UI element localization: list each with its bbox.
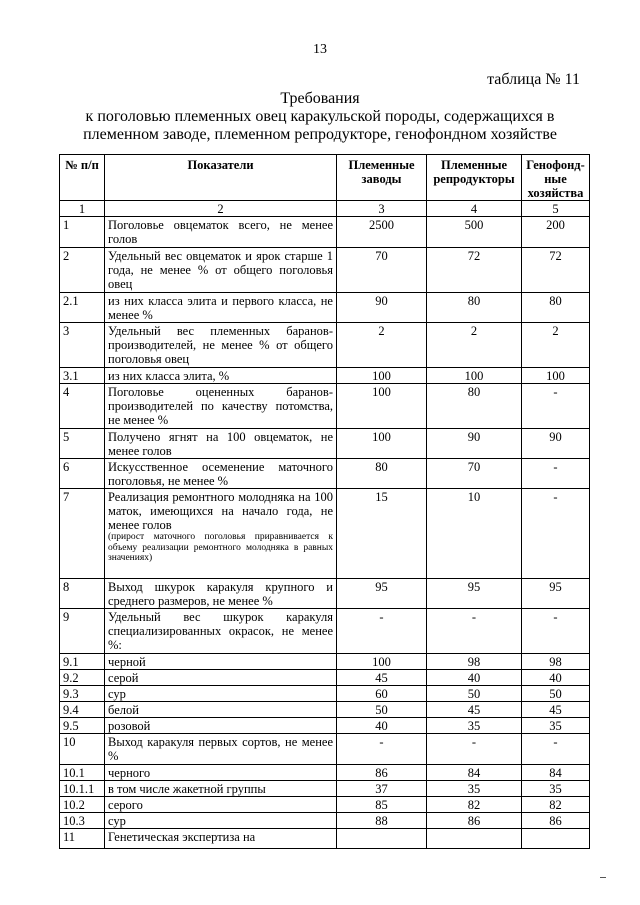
- value-gene-pool-farms: 100: [522, 368, 590, 384]
- value-gene-pool-farms: 200: [522, 217, 590, 248]
- header-indicators: Показатели: [105, 155, 337, 201]
- row-indicator-cell: [105, 797, 337, 813]
- value-breeding-reproducers: 45: [427, 702, 522, 718]
- value-gene-pool-farms: -: [522, 734, 590, 765]
- row-number: 10.3: [60, 813, 105, 829]
- value-breeding-plants: 85: [337, 797, 427, 813]
- table-row: [60, 323, 590, 368]
- value-gene-pool-farms: -: [522, 489, 590, 579]
- row-indicator-cell: [105, 248, 337, 293]
- value-breeding-reproducers: 98: [427, 654, 522, 670]
- value-breeding-reproducers: 50: [427, 686, 522, 702]
- value-gene-pool-farms: 35: [522, 718, 590, 734]
- row-indicator-cell: [105, 609, 337, 654]
- row-number: 9.3: [60, 686, 105, 702]
- title-line-3: племенном заводе, племенном репродукторе, генофондном хозяйстве: [83, 126, 557, 143]
- row-indicator-cell: [105, 323, 337, 368]
- value-breeding-plants: -: [337, 609, 427, 654]
- value-breeding-plants: 40: [337, 718, 427, 734]
- value-gene-pool-farms: 86: [522, 813, 590, 829]
- value-gene-pool-farms: 2: [522, 323, 590, 368]
- row-indicator-cell: [105, 384, 337, 429]
- row-indicator-cell: [105, 368, 337, 384]
- value-breeding-reproducers: 84: [427, 765, 522, 781]
- value-breeding-plants: 90: [337, 293, 427, 323]
- column-index: 1: [60, 201, 105, 217]
- row-number: 4: [60, 384, 105, 429]
- title-line-2: к поголовью племенных овец каракульской породы, содержащихся в: [85, 108, 555, 125]
- row-number: 6: [60, 459, 105, 489]
- value-breeding-reproducers: 35: [427, 718, 522, 734]
- table-row: [60, 489, 590, 579]
- value-gene-pool-farms: 98: [522, 654, 590, 670]
- row-indicator-cell: [105, 489, 337, 579]
- value-breeding-reproducers: 100: [427, 368, 522, 384]
- row-indicator-cell: [105, 718, 337, 734]
- row-number: 8: [60, 579, 105, 609]
- value-breeding-reproducers: 500: [427, 217, 522, 248]
- value-gene-pool-farms: [522, 829, 590, 849]
- value-gene-pool-farms: 84: [522, 765, 590, 781]
- table-row: [60, 384, 590, 429]
- row-indicator: сур: [108, 687, 126, 701]
- value-breeding-plants: 100: [337, 654, 427, 670]
- value-breeding-reproducers: 35: [427, 781, 522, 797]
- row-indicator-cell: [105, 734, 337, 765]
- value-gene-pool-farms: 35: [522, 781, 590, 797]
- row-indicator-cell: [105, 765, 337, 781]
- row-indicator-cell: [105, 217, 337, 248]
- value-breeding-reproducers: 2: [427, 323, 522, 368]
- row-note: (прирост маточного поголовья приравнивается к объему реализации ремонтного молодняка в равных значениях): [108, 532, 333, 563]
- value-breeding-plants: 50: [337, 702, 427, 718]
- table-row: [60, 829, 590, 849]
- row-indicator: черной: [108, 655, 146, 669]
- value-breeding-plants: [337, 829, 427, 849]
- table-row: [60, 670, 590, 686]
- row-number: 2: [60, 248, 105, 293]
- row-indicator-cell: [105, 293, 337, 323]
- row-indicator: черного: [108, 766, 151, 780]
- table-row: [60, 293, 590, 323]
- title-line-1: Требования: [280, 90, 360, 107]
- row-indicator: сур: [108, 814, 126, 828]
- row-indicator-cell: [105, 429, 337, 459]
- column-index: 3: [337, 201, 427, 217]
- value-breeding-plants: 100: [337, 368, 427, 384]
- header-number: № п/п: [60, 155, 105, 201]
- scan-mark: [600, 877, 606, 878]
- value-breeding-plants: 2: [337, 323, 427, 368]
- value-breeding-reproducers: 70: [427, 459, 522, 489]
- row-number: 9.2: [60, 670, 105, 686]
- value-breeding-reproducers: [427, 829, 522, 849]
- value-gene-pool-farms: -: [522, 609, 590, 654]
- row-number: 1: [60, 217, 105, 248]
- value-gene-pool-farms: 40: [522, 670, 590, 686]
- value-breeding-plants: 45: [337, 670, 427, 686]
- row-indicator: Реализация ремонтного молодняка на 100 маток, имеющихся на начало года, не менее голов: [108, 490, 333, 532]
- row-indicator-cell: [105, 654, 337, 670]
- table-row: [60, 797, 590, 813]
- row-indicator-cell: [105, 829, 337, 849]
- row-number: 9.1: [60, 654, 105, 670]
- row-number: 5: [60, 429, 105, 459]
- value-gene-pool-farms: 90: [522, 429, 590, 459]
- table-row: [60, 217, 590, 248]
- table-row: [60, 781, 590, 797]
- row-indicator: Получено ягнят на 100 овцематок, не менее голов: [108, 430, 333, 458]
- row-indicator-cell: [105, 702, 337, 718]
- table-row: [60, 686, 590, 702]
- row-number: 9.5: [60, 718, 105, 734]
- row-indicator: Удельный вес шкурок каракуля специализированных окрасок, не менее %:: [108, 610, 333, 652]
- row-number: 10.2: [60, 797, 105, 813]
- row-number: 9: [60, 609, 105, 654]
- value-breeding-reproducers: 90: [427, 429, 522, 459]
- row-indicator-cell: [105, 579, 337, 609]
- row-indicator: Выход каракуля первых сортов, не менее %: [108, 735, 333, 763]
- table-row: [60, 609, 590, 654]
- row-indicator-cell: [105, 686, 337, 702]
- row-indicator: серого: [108, 798, 143, 812]
- table-row: [60, 248, 590, 293]
- row-indicator: серой: [108, 671, 139, 685]
- value-breeding-reproducers: 40: [427, 670, 522, 686]
- value-gene-pool-farms: -: [522, 384, 590, 429]
- table-row: [60, 579, 590, 609]
- table-title: [0, 90, 640, 144]
- value-breeding-reproducers: 95: [427, 579, 522, 609]
- row-indicator: Генетическая экспертиза на: [108, 830, 256, 844]
- column-index: 5: [522, 201, 590, 217]
- header-breeding-plants: Племенные заводы: [337, 155, 427, 201]
- value-breeding-plants: -: [337, 734, 427, 765]
- column-index-row: [60, 201, 590, 217]
- value-breeding-plants: 15: [337, 489, 427, 579]
- value-breeding-reproducers: 72: [427, 248, 522, 293]
- row-indicator: розовой: [108, 719, 151, 733]
- row-indicator-cell: [105, 670, 337, 686]
- table-row: [60, 813, 590, 829]
- value-breeding-plants: 100: [337, 384, 427, 429]
- table-row: [60, 368, 590, 384]
- row-indicator-cell: [105, 459, 337, 489]
- value-breeding-plants: 60: [337, 686, 427, 702]
- row-number: 10.1.1: [60, 781, 105, 797]
- value-gene-pool-farms: 80: [522, 293, 590, 323]
- row-indicator: Поголовье овцематок всего, не менее голов: [108, 218, 333, 246]
- row-number: 3.1: [60, 368, 105, 384]
- value-breeding-plants: 2500: [337, 217, 427, 248]
- value-breeding-plants: 37: [337, 781, 427, 797]
- row-number: 7: [60, 489, 105, 579]
- value-breeding-plants: 100: [337, 429, 427, 459]
- row-indicator: Выход шкурок каракуля крупного и среднего размеров, не менее %: [108, 580, 333, 608]
- value-breeding-plants: 88: [337, 813, 427, 829]
- value-breeding-reproducers: -: [427, 609, 522, 654]
- table-row: [60, 459, 590, 489]
- value-breeding-reproducers: 86: [427, 813, 522, 829]
- row-indicator: из них класса элита, %: [108, 369, 230, 383]
- header-gene-pool-farms: Генофонд-ные хозяйства: [522, 155, 590, 201]
- table-row: [60, 765, 590, 781]
- value-breeding-reproducers: 82: [427, 797, 522, 813]
- table-label: таблица № 11: [487, 71, 580, 88]
- table-row: [60, 718, 590, 734]
- table-row: [60, 429, 590, 459]
- value-gene-pool-farms: 50: [522, 686, 590, 702]
- row-indicator: Удельный вес овцематок и ярок старше 1 года, не менее % от общего поголовья овец: [108, 249, 333, 291]
- row-indicator: белой: [108, 703, 139, 717]
- value-gene-pool-farms: 95: [522, 579, 590, 609]
- row-indicator-cell: [105, 781, 337, 797]
- value-gene-pool-farms: 45: [522, 702, 590, 718]
- header-breeding-reproducers: Племенные репродукторы: [427, 155, 522, 201]
- row-number: 10.1: [60, 765, 105, 781]
- requirements-table: [59, 154, 590, 849]
- row-indicator: Поголовье оцененных баранов-производителей по качеству потомства, не менее %: [108, 385, 333, 427]
- row-indicator: в том числе жакетной группы: [108, 782, 266, 796]
- row-indicator: Искусственное осеменение маточного поголовья, не менее %: [108, 460, 333, 488]
- page-number: 13: [313, 42, 327, 57]
- row-indicator: Удельный вес племенных баранов-производителей, не менее % от общего поголовья овец: [108, 324, 333, 366]
- value-breeding-plants: 86: [337, 765, 427, 781]
- column-index: 2: [105, 201, 337, 217]
- value-breeding-reproducers: -: [427, 734, 522, 765]
- row-number: 10: [60, 734, 105, 765]
- table-row: [60, 654, 590, 670]
- row-number: 3: [60, 323, 105, 368]
- value-gene-pool-farms: -: [522, 459, 590, 489]
- table-row: [60, 702, 590, 718]
- value-breeding-plants: 70: [337, 248, 427, 293]
- value-breeding-plants: 80: [337, 459, 427, 489]
- value-gene-pool-farms: 72: [522, 248, 590, 293]
- column-index: 4: [427, 201, 522, 217]
- table-row: [60, 734, 590, 765]
- row-indicator-cell: [105, 813, 337, 829]
- header-row: [60, 155, 590, 201]
- value-breeding-plants: 95: [337, 579, 427, 609]
- value-breeding-reproducers: 80: [427, 293, 522, 323]
- value-breeding-reproducers: 80: [427, 384, 522, 429]
- row-number: 2.1: [60, 293, 105, 323]
- row-number: 11: [60, 829, 105, 849]
- value-gene-pool-farms: 82: [522, 797, 590, 813]
- value-breeding-reproducers: 10: [427, 489, 522, 579]
- row-indicator: из них класса элита и первого класса, не менее %: [108, 294, 333, 322]
- row-number: 9.4: [60, 702, 105, 718]
